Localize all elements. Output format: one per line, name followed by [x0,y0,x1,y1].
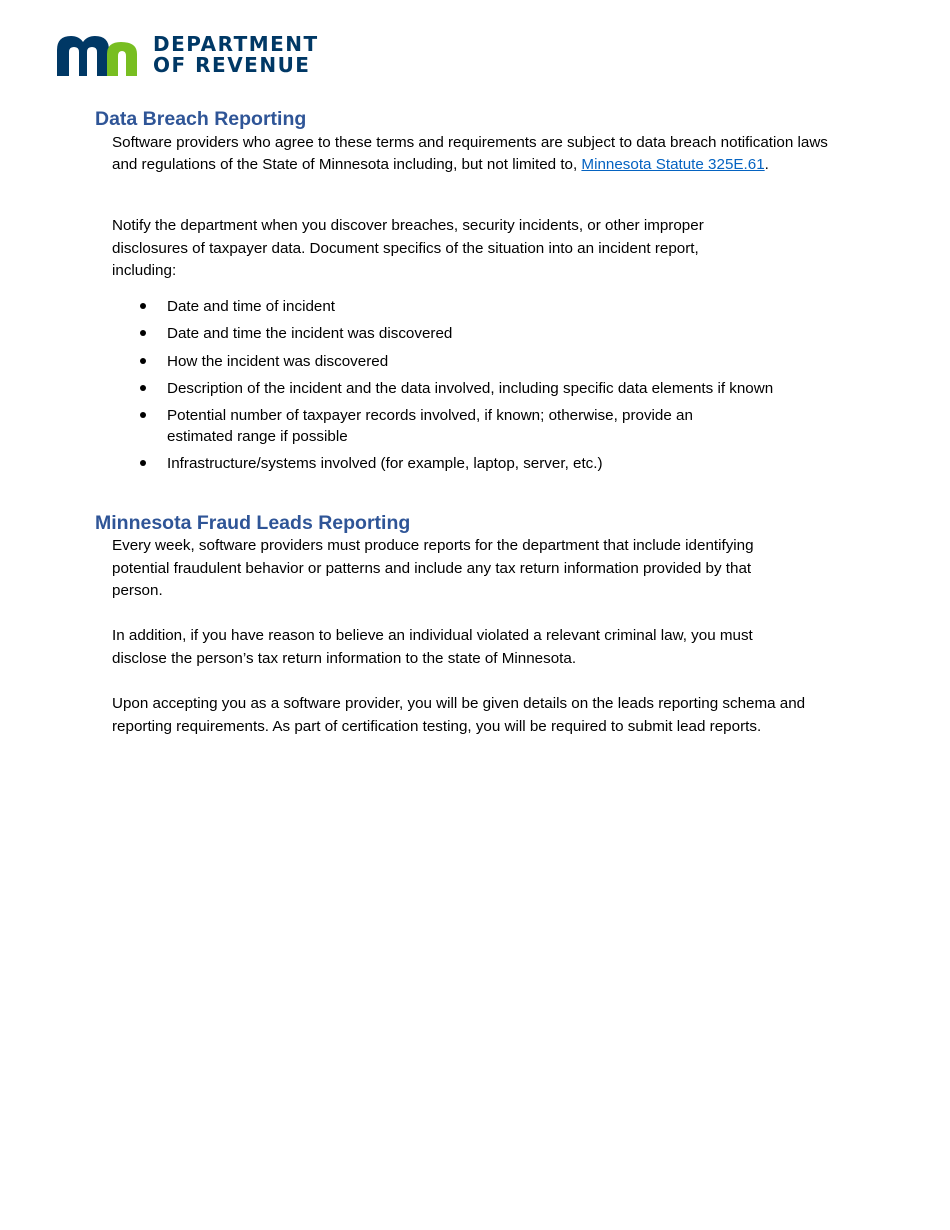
fraud-leads-criminal-law-paragraph: In addition, if you have reason to believe an individual violated a relevant criminal law, you must disclose the person’s tax return information to the state of Minnesota. [112,627,753,667]
list-item [112,405,727,447]
data-breach-notify-paragraph: Notify the department when you discover breaches, security incidents, or other improper disclosures of taxpayer data. Document specifics of the situation into an incident report, including: [112,217,704,280]
minnesota-statute-link[interactable]: Minnesota Statute 325E.61 [581,155,765,173]
list-item [112,378,832,399]
list-item-text: Date and time the incident was discovered [167,325,453,343]
bullet-icon [140,330,146,336]
bullet-icon [140,412,146,418]
list-item-text: Infrastructure/systems involved (for example, laptop, server, etc.) [167,455,603,473]
list-item [112,296,832,317]
data-breach-intro-paragraph [112,132,842,175]
logo-wordmark [153,34,319,76]
logo-line-1: DEPARTMENT [153,32,319,56]
list-item-text: How the incident was discovered [167,352,389,370]
data-breach-intro-suffix: . [764,155,769,173]
bullet-icon [140,358,146,364]
data-breach-intro-text: Software providers who agree to these terms and requirements are subject to data breach notification laws and regulations of the State of Minnesota including, but not limited to, [112,134,828,173]
list-item [112,351,832,372]
bullet-icon [140,460,146,466]
logo-line-2: OF REVENUE [153,53,311,77]
section-title-fraud-leads: Minnesota Fraud Leads Reporting [95,512,411,534]
section-title-data-breach: Data Breach Reporting [95,108,307,130]
list-item-text: Description of the incident and the data involved, including specific data elements if known [167,379,774,397]
list-item-text: Potential number of taxpayer records involved, if known; otherwise, provide an estimated range if possible [167,407,693,446]
list-item [112,453,832,474]
fraud-leads-weekly-paragraph: Every week, software providers must produce reports for the department that include identifying potential fraudulent behavior or patterns and include any tax return information provided by that person. [112,537,754,599]
bullet-icon [140,385,146,391]
list-item [112,323,832,344]
mn-logo-icon [57,34,141,78]
list-item-text: Date and time of incident [167,298,336,315]
fraud-leads-certification-paragraph: Upon accepting you as a software provider, you will be given details on the leads reporting schema and reporting requirements. As part of certification testing, you will be required to submit lead reports. [112,695,806,735]
bullet-icon [140,303,146,309]
incident-report-list [112,296,832,481]
department-of-revenue-logo [57,32,319,80]
